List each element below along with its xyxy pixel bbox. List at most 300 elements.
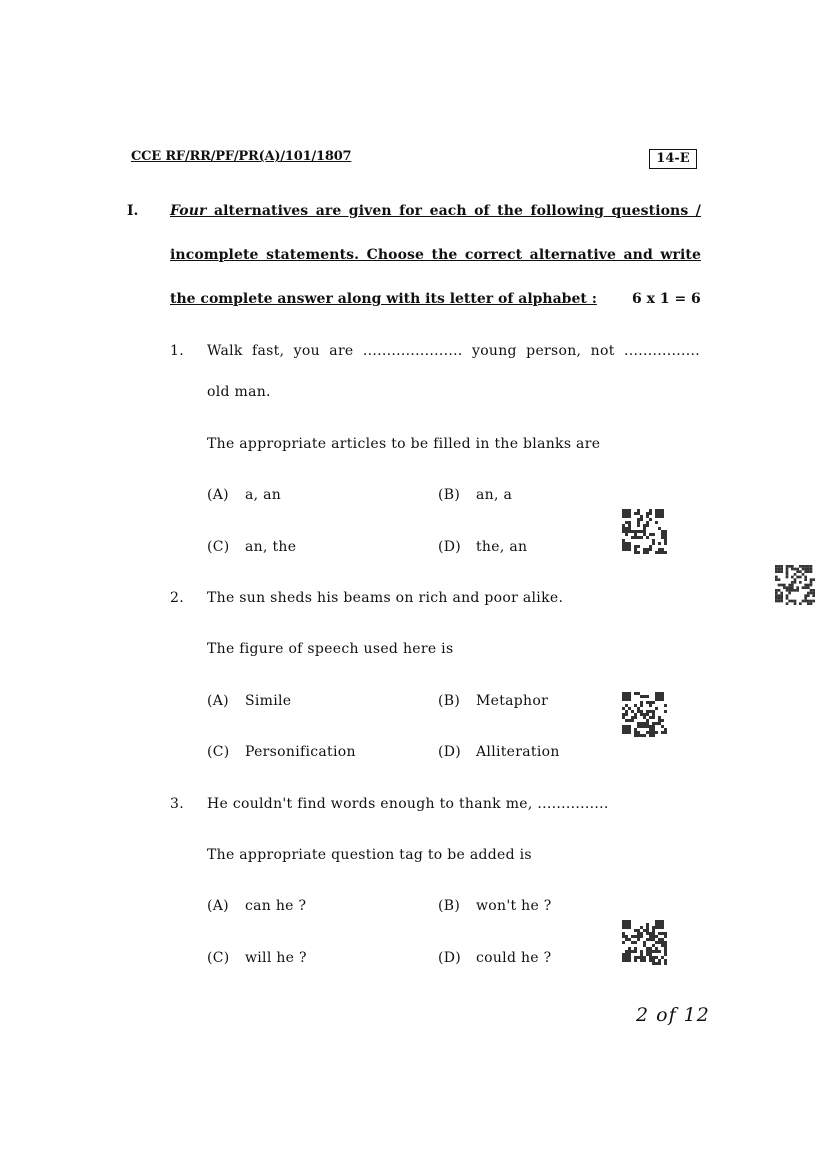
qr-module [778,568,781,571]
qr-module [622,716,625,719]
qr-module [802,565,805,568]
qr-module [646,719,649,722]
qr-module [640,722,643,725]
qr-module [658,962,661,965]
qr-module [658,722,661,725]
qr-module [643,695,646,698]
qr-module [664,941,667,944]
qr-module [652,731,655,734]
qr-module [791,576,794,579]
qr-module [652,734,655,737]
option-text: Personification [245,744,356,760]
qr-module [664,944,667,947]
qr-module [625,698,628,701]
qr-module [791,589,794,592]
qr-module [646,722,649,725]
qr-module [631,950,634,953]
qr-module [807,570,810,573]
qr-module [661,920,664,923]
qr-module [646,938,649,941]
qr-code-icon [622,920,667,965]
qr-module [634,713,637,716]
qr-module [628,548,631,551]
qr-module [649,959,652,962]
qr-module [622,956,625,959]
qr-module [640,956,643,959]
qr-module [628,923,631,926]
qr-module [649,950,652,953]
qr-module [625,956,628,959]
qr-module [628,515,631,518]
qr-module [661,719,664,722]
qr-module [628,512,631,515]
qr-module [643,959,646,962]
page-number: 2 of 12 [636,1004,710,1026]
option-letter: (A) [207,693,229,709]
qr-module [649,947,652,950]
qr-module [628,959,631,962]
qr-module [643,941,646,944]
qr-module [646,950,649,953]
qr-module [646,515,649,518]
option-text: the, an [476,539,528,555]
qr-module [646,548,649,551]
qr-module [652,710,655,713]
option-letter: (C) [207,744,230,760]
qr-module [637,929,640,932]
qr-module [649,509,652,512]
qr-module [634,734,637,737]
qr-module [804,594,807,597]
qr-module [664,704,667,707]
qr-module [622,941,625,944]
option-text: Metaphor [476,693,549,709]
qr-module [646,695,649,698]
qr-module [661,926,664,929]
qr-module [807,584,810,587]
qr-module [664,530,667,533]
qr-module [810,578,813,581]
qr-module [775,592,778,595]
qr-module [796,586,799,589]
qr-module [661,551,664,554]
qr-module [661,944,664,947]
qr-module [778,600,781,603]
qr-module [664,950,667,953]
qr-module [807,592,810,595]
qr-module [804,584,807,587]
qr-module [796,589,799,592]
qr-module [780,570,783,573]
qr-module [622,728,625,731]
qr-module [628,695,631,698]
qr-module [646,926,649,929]
qr-module [622,539,625,542]
qr-module [812,594,815,597]
qr-module [661,698,664,701]
qr-code-icon [622,692,667,737]
qr-module [625,521,628,524]
option-letter: (A) [207,487,229,503]
qr-module [658,698,661,701]
qr-module [652,950,655,953]
question-text: The sun sheds his beams on rich and poor alike. [207,590,564,606]
option-text: a, an [245,487,282,503]
qr-module [664,551,667,554]
qr-module [778,584,781,587]
option-letter: (C) [207,950,230,966]
qr-module [661,932,664,935]
qr-module [794,573,797,576]
qr-module [625,920,628,923]
qr-module [655,512,658,515]
question-number: 2. [170,590,184,606]
qr-module [649,938,652,941]
qr-module [643,713,646,716]
version-box: 14-E [649,149,697,169]
qr-module [658,932,661,935]
qr-module [622,509,625,512]
qr-module [649,716,652,719]
qr-module [778,578,781,581]
qr-module [634,959,637,962]
qr-module [658,719,661,722]
qr-module [622,959,625,962]
instruction-lead: Four [170,203,207,219]
qr-module [622,932,625,935]
qr-module [646,521,649,524]
qr-module [658,542,661,545]
qr-module [807,586,810,589]
qr-module [655,950,658,953]
qr-module [634,548,637,551]
qr-module [649,935,652,938]
qr-module [628,728,631,731]
option-letter: (B) [438,487,461,503]
qr-module [637,932,640,935]
qr-module [640,710,643,713]
qr-module [786,573,789,576]
qr-module [799,581,802,584]
qr-module [664,710,667,713]
qr-module [637,722,640,725]
qr-module [810,568,813,571]
qr-module [652,713,655,716]
qr-module [637,710,640,713]
qr-module [655,923,658,926]
qr-module [622,698,625,701]
qr-module [664,947,667,950]
qr-module [634,956,637,959]
qr-module [780,568,783,571]
qr-module [640,515,643,518]
qr-module [625,728,628,731]
qr-module [804,600,807,603]
option-letter: (D) [438,744,462,760]
qr-module [658,509,661,512]
qr-module [786,594,789,597]
qr-module [652,728,655,731]
qr-module [646,725,649,728]
qr-module [788,589,791,592]
qr-module [652,944,655,947]
qr-module [628,947,631,950]
qr-module [625,692,628,695]
qr-module [637,938,640,941]
qr-module [658,527,661,530]
qr-module [628,527,631,530]
qr-module [643,722,646,725]
qr-module [658,950,661,953]
qr-module [634,545,637,548]
qr-module [622,545,625,548]
qr-module [655,962,658,965]
qr-module [622,926,625,929]
instruction-line-1-rest: alternatives are given for each of the following questions / [213,203,701,219]
qr-module [652,962,655,965]
qr-module [655,920,658,923]
qr-module [625,713,628,716]
instruction-line-1 [170,203,701,219]
qr-module [655,956,658,959]
qr-module [810,565,813,568]
qr-module [628,521,631,524]
qr-module [637,956,640,959]
qr-module [775,565,778,568]
qr-module [640,959,643,962]
qr-module [788,600,791,603]
qr-module [786,589,789,592]
qr-module [804,576,807,579]
qr-module [625,704,628,707]
qr-module [634,692,637,695]
qr-module [775,589,778,592]
qr-module [786,570,789,573]
qr-module [640,725,643,728]
qr-module [628,938,631,941]
qr-module [646,947,649,950]
qr-module [637,530,640,533]
qr-module [664,731,667,734]
option-letter: (B) [438,898,461,914]
qr-module [661,731,664,734]
qr-module [622,725,625,728]
qr-module [652,542,655,545]
qr-module [661,536,664,539]
qr-module [622,731,625,734]
qr-module [640,950,643,953]
qr-module [625,515,628,518]
qr-module [640,932,643,935]
qr-module [622,923,625,926]
qr-module [658,551,661,554]
option-letter: (C) [207,539,230,555]
qr-module [625,533,628,536]
qr-module [661,548,664,551]
qr-module [628,698,631,701]
qr-module [658,692,661,695]
qr-module [786,586,789,589]
qr-module [628,926,631,929]
question-text-continued: old man. [207,384,271,400]
qr-module [646,710,649,713]
qr-module [786,597,789,600]
qr-module [658,959,661,962]
qr-module [625,953,628,956]
qr-code-icon [775,565,815,605]
qr-module [625,695,628,698]
qr-module [658,938,661,941]
qr-module [661,941,664,944]
qr-module [625,935,628,938]
qr-module [664,533,667,536]
qr-module [622,527,625,530]
qr-module [637,692,640,695]
qr-module [652,935,655,938]
section-numeral: I. [127,203,139,219]
qr-module [640,536,643,539]
qr-module [640,935,643,938]
qr-module [780,584,783,587]
qr-module [804,578,807,581]
qr-module [799,565,802,568]
qr-module [810,602,813,605]
qr-module [628,725,631,728]
qr-module [625,959,628,962]
qr-module [637,731,640,734]
qr-module [625,512,628,515]
qr-module [780,600,783,603]
qr-module [634,947,637,950]
qr-module [622,548,625,551]
qr-module [661,695,664,698]
qr-module [646,953,649,956]
qr-module [652,725,655,728]
qr-module [652,938,655,941]
qr-module [628,530,631,533]
qr-module [625,731,628,734]
qr-module [649,956,652,959]
qr-module [655,509,658,512]
qr-module [646,536,649,539]
option-text: an, a [476,487,513,503]
qr-module [652,932,655,935]
qr-module [655,521,658,524]
qr-module [778,589,781,592]
qr-module [622,530,625,533]
qr-module [664,539,667,542]
qr-module [655,722,658,725]
qr-module [661,512,664,515]
qr-module [637,521,640,524]
qr-module [643,716,646,719]
qr-module [631,710,634,713]
qr-module [637,512,640,515]
qr-module [794,602,797,605]
qr-module [625,548,628,551]
qr-module [652,722,655,725]
qr-module [631,719,634,722]
qr-module [622,692,625,695]
qr-module [786,565,789,568]
qr-module [628,545,631,548]
qr-module [804,570,807,573]
qr-module [791,586,794,589]
qr-module [812,578,815,581]
instruction-line-2: incomplete statements. Choose the correct alternative and write [170,247,701,263]
qr-module [807,565,810,568]
qr-module [646,731,649,734]
qr-module [658,923,661,926]
qr-module [661,533,664,536]
qr-module [794,589,797,592]
qr-module [637,524,640,527]
qr-module [649,728,652,731]
qr-module [802,600,805,603]
qr-module [661,725,664,728]
qr-module [661,923,664,926]
qr-module [804,568,807,571]
qr-module [807,602,810,605]
qr-module [640,713,643,716]
qr-module [625,938,628,941]
qr-module [628,953,631,956]
qr-module [661,692,664,695]
qr-module [788,565,791,568]
qr-module [799,576,802,579]
qr-module [655,941,658,944]
qr-module [812,600,815,603]
qr-module [622,935,625,938]
question-number: 1. [170,343,184,359]
option-text: could he ? [476,950,552,966]
qr-module [643,524,646,527]
qr-module [634,716,637,719]
qr-module [775,570,778,573]
option-letter: (D) [438,950,462,966]
qr-module [775,578,778,581]
question-prompt: The figure of speech used here is [207,641,454,657]
qr-module [649,548,652,551]
qr-module [794,568,797,571]
question-text: Walk fast, you are ..................... young person, not ................ [207,343,700,359]
qr-module [634,536,637,539]
qr-module [783,586,786,589]
qr-module [625,923,628,926]
qr-module [622,920,625,923]
qr-module [643,527,646,530]
qr-module [664,962,667,965]
qr-module [652,533,655,536]
qr-module [655,698,658,701]
qr-module [655,692,658,695]
qr-module [791,568,794,571]
paper-code: CCE RF/RR/PF/PR(A)/101/1807 [131,149,352,164]
marks-allocation: 6 x 1 = 6 [632,291,701,307]
option-letter: (D) [438,539,462,555]
qr-module [780,565,783,568]
qr-module [655,947,658,950]
qr-module [637,545,640,548]
qr-module [810,570,813,573]
qr-module [643,944,646,947]
qr-module [622,707,625,710]
qr-module [655,926,658,929]
qr-module [628,542,631,545]
qr-module [791,581,794,584]
qr-module [780,597,783,600]
qr-module [786,576,789,579]
